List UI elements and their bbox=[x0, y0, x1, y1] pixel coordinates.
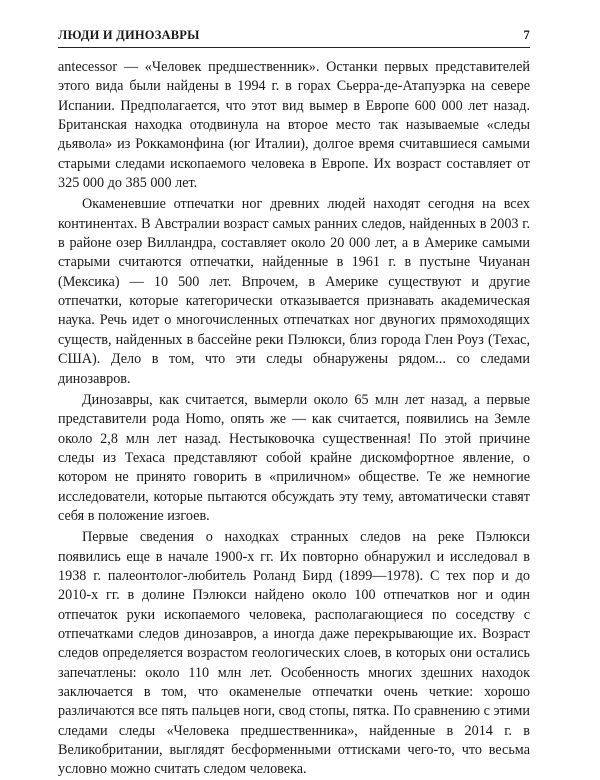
page-number: 7 bbox=[523, 28, 530, 42]
paragraph-4: Первые сведения о находках странных следов на реке Пэлюкси появились еще в начале 1900-х гг. Их повторно обнаружил и исследовал в 1938 г. палеонтолог-любитель Роланд Бирд (1899—1978). С тех пор и до 2010-х гг. в долине Пэлюкси найдено около 100 отпечатков ног и один отпечаток руки ископаемого человека, располагающиеся по соседству с отпечатками следов динозавров, а иногда даже перекрывающие их. Возраст следов определяется возрастом геологических слоев, в которых они остались запечатлены: около 110 млн лет. Особенность многих здешних находок заключается в том, что окаменелые отпечатки очень четкие: хорошо различаются все пять пальцев ноги, свод стопы, пятка. По сравнению с этими следами следы «Человека предшественника», найденные в 2014 г. в Великобритании, выглядят бесформенными оттисками чего-то, что весьма условно можно считать следом человека. bbox=[58, 529, 530, 778]
chapter-title: ЛЮДИ И ДИНОЗАВРЫ bbox=[58, 28, 200, 42]
paragraph-3: Динозавры, как считается, вымерли около 65 млн лет назад, а первые представители рода Homo, опять же — как считается, появились на Земле около 2,8 млн лет назад. Нестыковочка существенная! По этой причине следы из Техаса представляют собой крайне дискомфортное явление, о котором не принято говорить в «приличном» обществе. Те же немногие исследователи, которые пытаются обсуждать эту тему, автоматически ставят себя в положение изгоев. bbox=[58, 391, 530, 524]
paragraph-2: Окаменевшие отпечатки ног древних людей находят сегодня на всех континентах. В Австралии возраст самых ранних следов, найденных в 2003 г. в районе озер Вилландра, составляет около 20 000 лет, а в Америке самыми старыми считаются отпечатки, найденные в 1961 г. в пустыне Чиуанан (Мексика) — 10 500 лет. Впрочем, в Америке существуют и другие отпечатки, которые категорически отказывается признавать академическая наука. Речь идет о многочисленных отпечатках ног двуногих прямоходящих существ, найденных в бассейне реки Пэлюкси, близ города Глен Роуз (Техас, США). Дело в том, что эти следы обнаружены рядом... со следами динозавров. bbox=[58, 196, 530, 387]
paragraph-1: antecessor — «Человек предшественник». Останки первых представителей этого вида были найдены в 1994 г. в горах Сьерра-де-Атапуэрка на севере Испании. Предполагается, что этот вид вымер в Европе 600 000 лет назад. Британская находка отодвинула на второе место так называемые «следы дьявола» из Роккамонфина (юг Италии), долгое время считавшиеся самыми старыми следами ископаемого человека в Европе. Их возраст составляет от 325 000 до 385 000 лет. bbox=[58, 59, 530, 192]
running-header bbox=[58, 28, 530, 48]
body-text bbox=[58, 58, 530, 780]
book-page bbox=[58, 28, 530, 780]
